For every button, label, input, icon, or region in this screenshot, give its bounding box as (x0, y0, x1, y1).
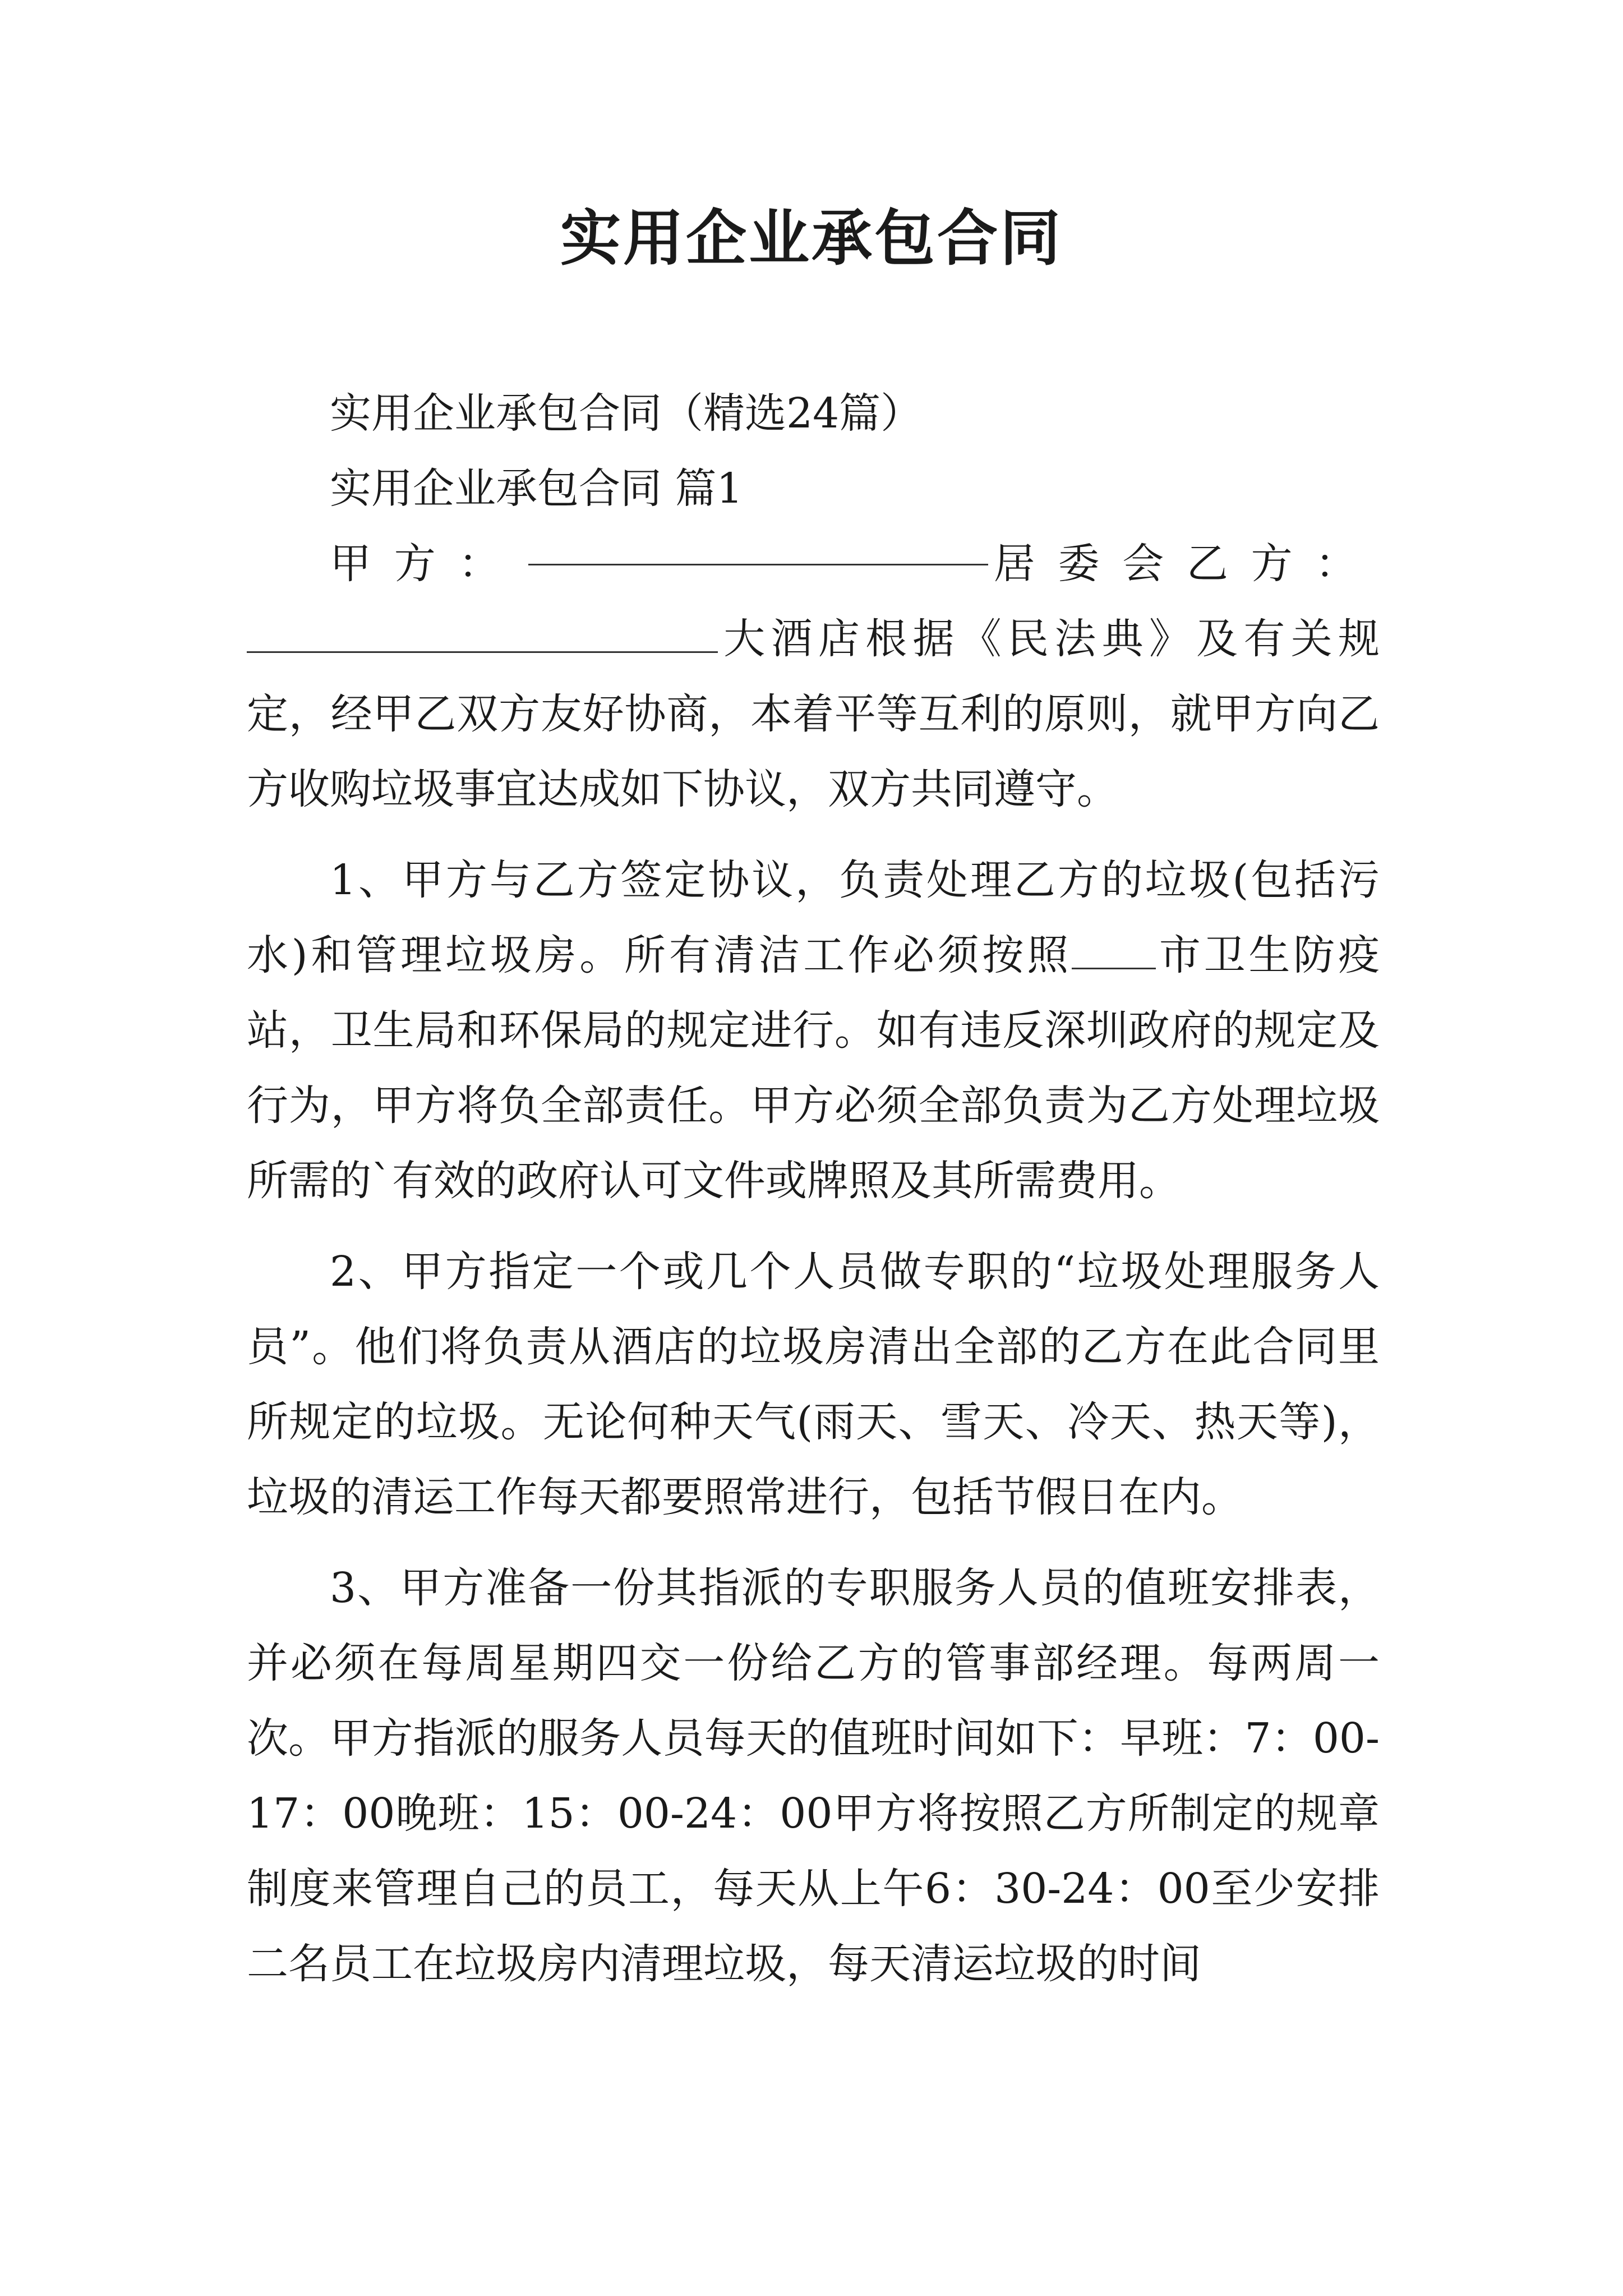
document-body (247, 376, 1380, 2001)
clause-1-part1: 1、甲方与乙方签定协议，负责处理乙方的垃圾(包括污水)和管理垃圾房。所有清洁工作必须按照 (247, 856, 1380, 979)
party-a-label: 甲方： (330, 540, 523, 588)
clause-1-part2: 市卫生防疫站，卫生局和环保局的规定进行。如有违反深圳政府的规定及行为，甲方将负全部责任。甲方必须全部负责为乙方处理垃圾所需的`有效的政府认可文件或牌照及其所需费用。 (247, 931, 1380, 1205)
intro-text: 大酒店根据《民法典》及有关规定，经甲乙双方友好协商，本着平等互利的原则，就甲方向乙方收购垃圾事宜达成如下协议，双方共同遵守。 (247, 615, 1380, 813)
intro-paragraph (247, 601, 1380, 827)
document-subtitle: 实用企业承包合同（精选24篇） (330, 389, 923, 438)
document-title: 实用企业承包合同 (560, 203, 1063, 274)
party-a-blank (528, 526, 988, 565)
clause-3: 3、甲方准备一份其指派的专职服务人员的值班安排表，并必须在每周星期四交一份给乙方的管事部经理。每两周一次。甲方指派的服务人员每天的值班时间如下：早班：7：00-17：00晚班：15：00-24：00甲方将按照乙方所制定的规章制度来管理自己的员工，每天从上午6：30-24：00至少安排二名员工在垃圾房内清理垃圾，每天清运垃圾的时间 (247, 1564, 1380, 1988)
city-blank (1072, 930, 1156, 969)
clause-1 (247, 843, 1380, 1218)
party-line (247, 526, 1380, 601)
party-b-label: 居委会乙方： (993, 540, 1380, 588)
section-heading: 实用企业承包合同 篇1 (330, 464, 743, 513)
party-b-blank (247, 614, 718, 653)
clause-2: 2、甲方指定一个或几个人员做专职的“垃圾处理服务人员”。他们将负责从酒店的垃圾房清出全部的乙方在此合同里所规定的垃圾。无论何种天气(雨天、雪天、冷天、热天等)，垃圾的清运工作每天都要照常进行，包括节假日在内。 (247, 1248, 1380, 1521)
